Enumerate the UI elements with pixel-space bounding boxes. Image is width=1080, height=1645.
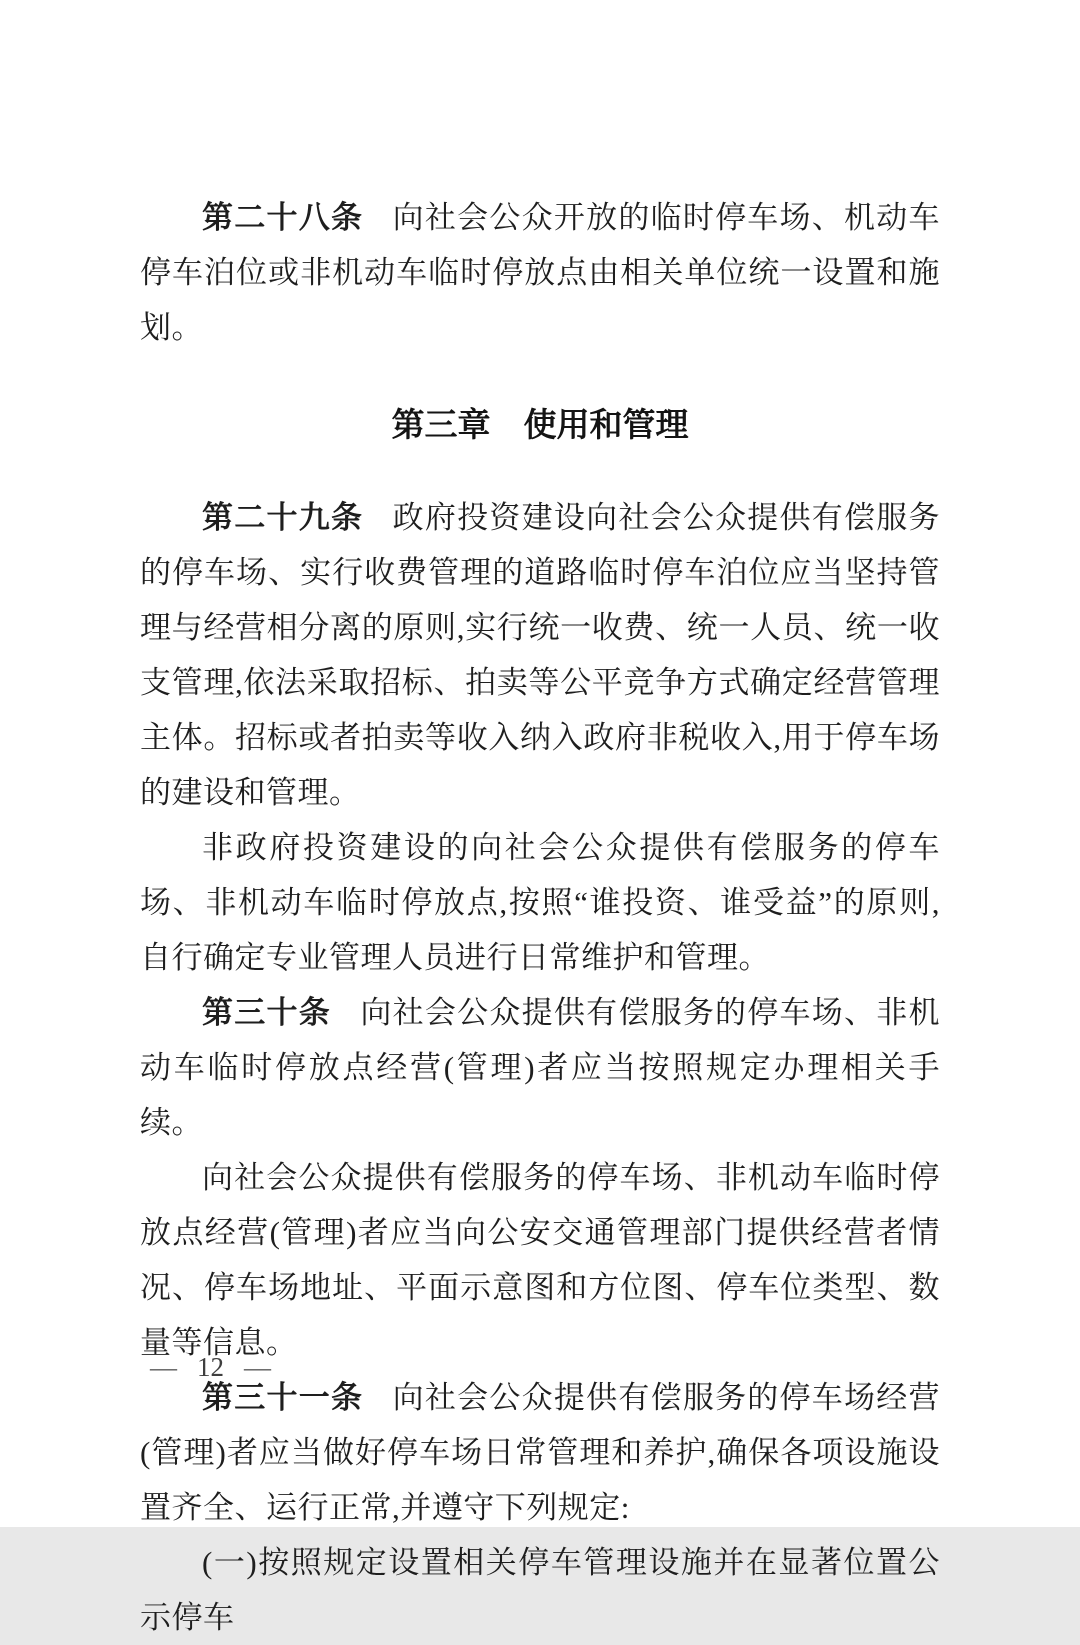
page-number: 12 xyxy=(197,1352,224,1382)
article-30-text: 向社会公众提供有偿服务的停车场、非机动车临时停放点经营(管理)者应当按照规定办理相关手续。 xyxy=(140,995,941,1140)
article-29-paragraph xyxy=(140,490,940,820)
article-31-paragraph xyxy=(140,1370,940,1535)
article-29-text: 政府投资建设向社会公众提供有偿服务的停车场、实行收费管理的道路临时停车泊位应当坚持管理与经营相分离的原则,实行统一收费、统一人员、统一收支管理,依法采取招标、拍卖等公平竞争方式确定经营管理主体。招标或者拍卖等收入纳入政府非税收入,用于停车场的建设和管理。 xyxy=(140,500,941,810)
footer-right-dash: — xyxy=(244,1352,271,1382)
footer-left-dash: — xyxy=(150,1352,177,1382)
article-29-number: 第二十九条 xyxy=(202,500,364,535)
article-31-text: 向社会公众提供有偿服务的停车场经营(管理)者应当做好停车场日常管理和养护,确保各项设施设置齐全、运行正常,并遵守下列规定: xyxy=(140,1380,941,1525)
document-body xyxy=(140,190,940,1645)
chapter-heading: 第三章 使用和管理 xyxy=(391,406,689,443)
article-31-number: 第三十一条 xyxy=(202,1380,364,1415)
page-footer xyxy=(150,1352,271,1383)
article-30-paragraph xyxy=(140,985,940,1150)
article-28-text: 向社会公众开放的临时停车场、机动车停车泊位或非机动车临时停放点由相关单位统一设置和施划。 xyxy=(140,200,941,345)
article-29-paragraph-2: 非政府投资建设的向社会公众提供有偿服务的停车场、非机动车临时停放点,按照“谁投资、谁受益”的原则,自行确定专业管理人员进行日常维护和管理。 xyxy=(140,830,940,975)
article-30-paragraph-2: 向社会公众提供有偿服务的停车场、非机动车临时停放点经营(管理)者应当向公安交通管理部门提供经营者情况、停车场地址、平面示意图和方位图、停车位类型、数量等信息。 xyxy=(140,1160,940,1360)
article-28-paragraph xyxy=(140,190,940,355)
article-28-number: 第二十八条 xyxy=(202,200,364,235)
article-31-item-1: (一)按照规定设置相关停车管理设施并在显著位置公示停车 xyxy=(140,1545,940,1635)
article-30-number: 第三十条 xyxy=(202,995,331,1030)
